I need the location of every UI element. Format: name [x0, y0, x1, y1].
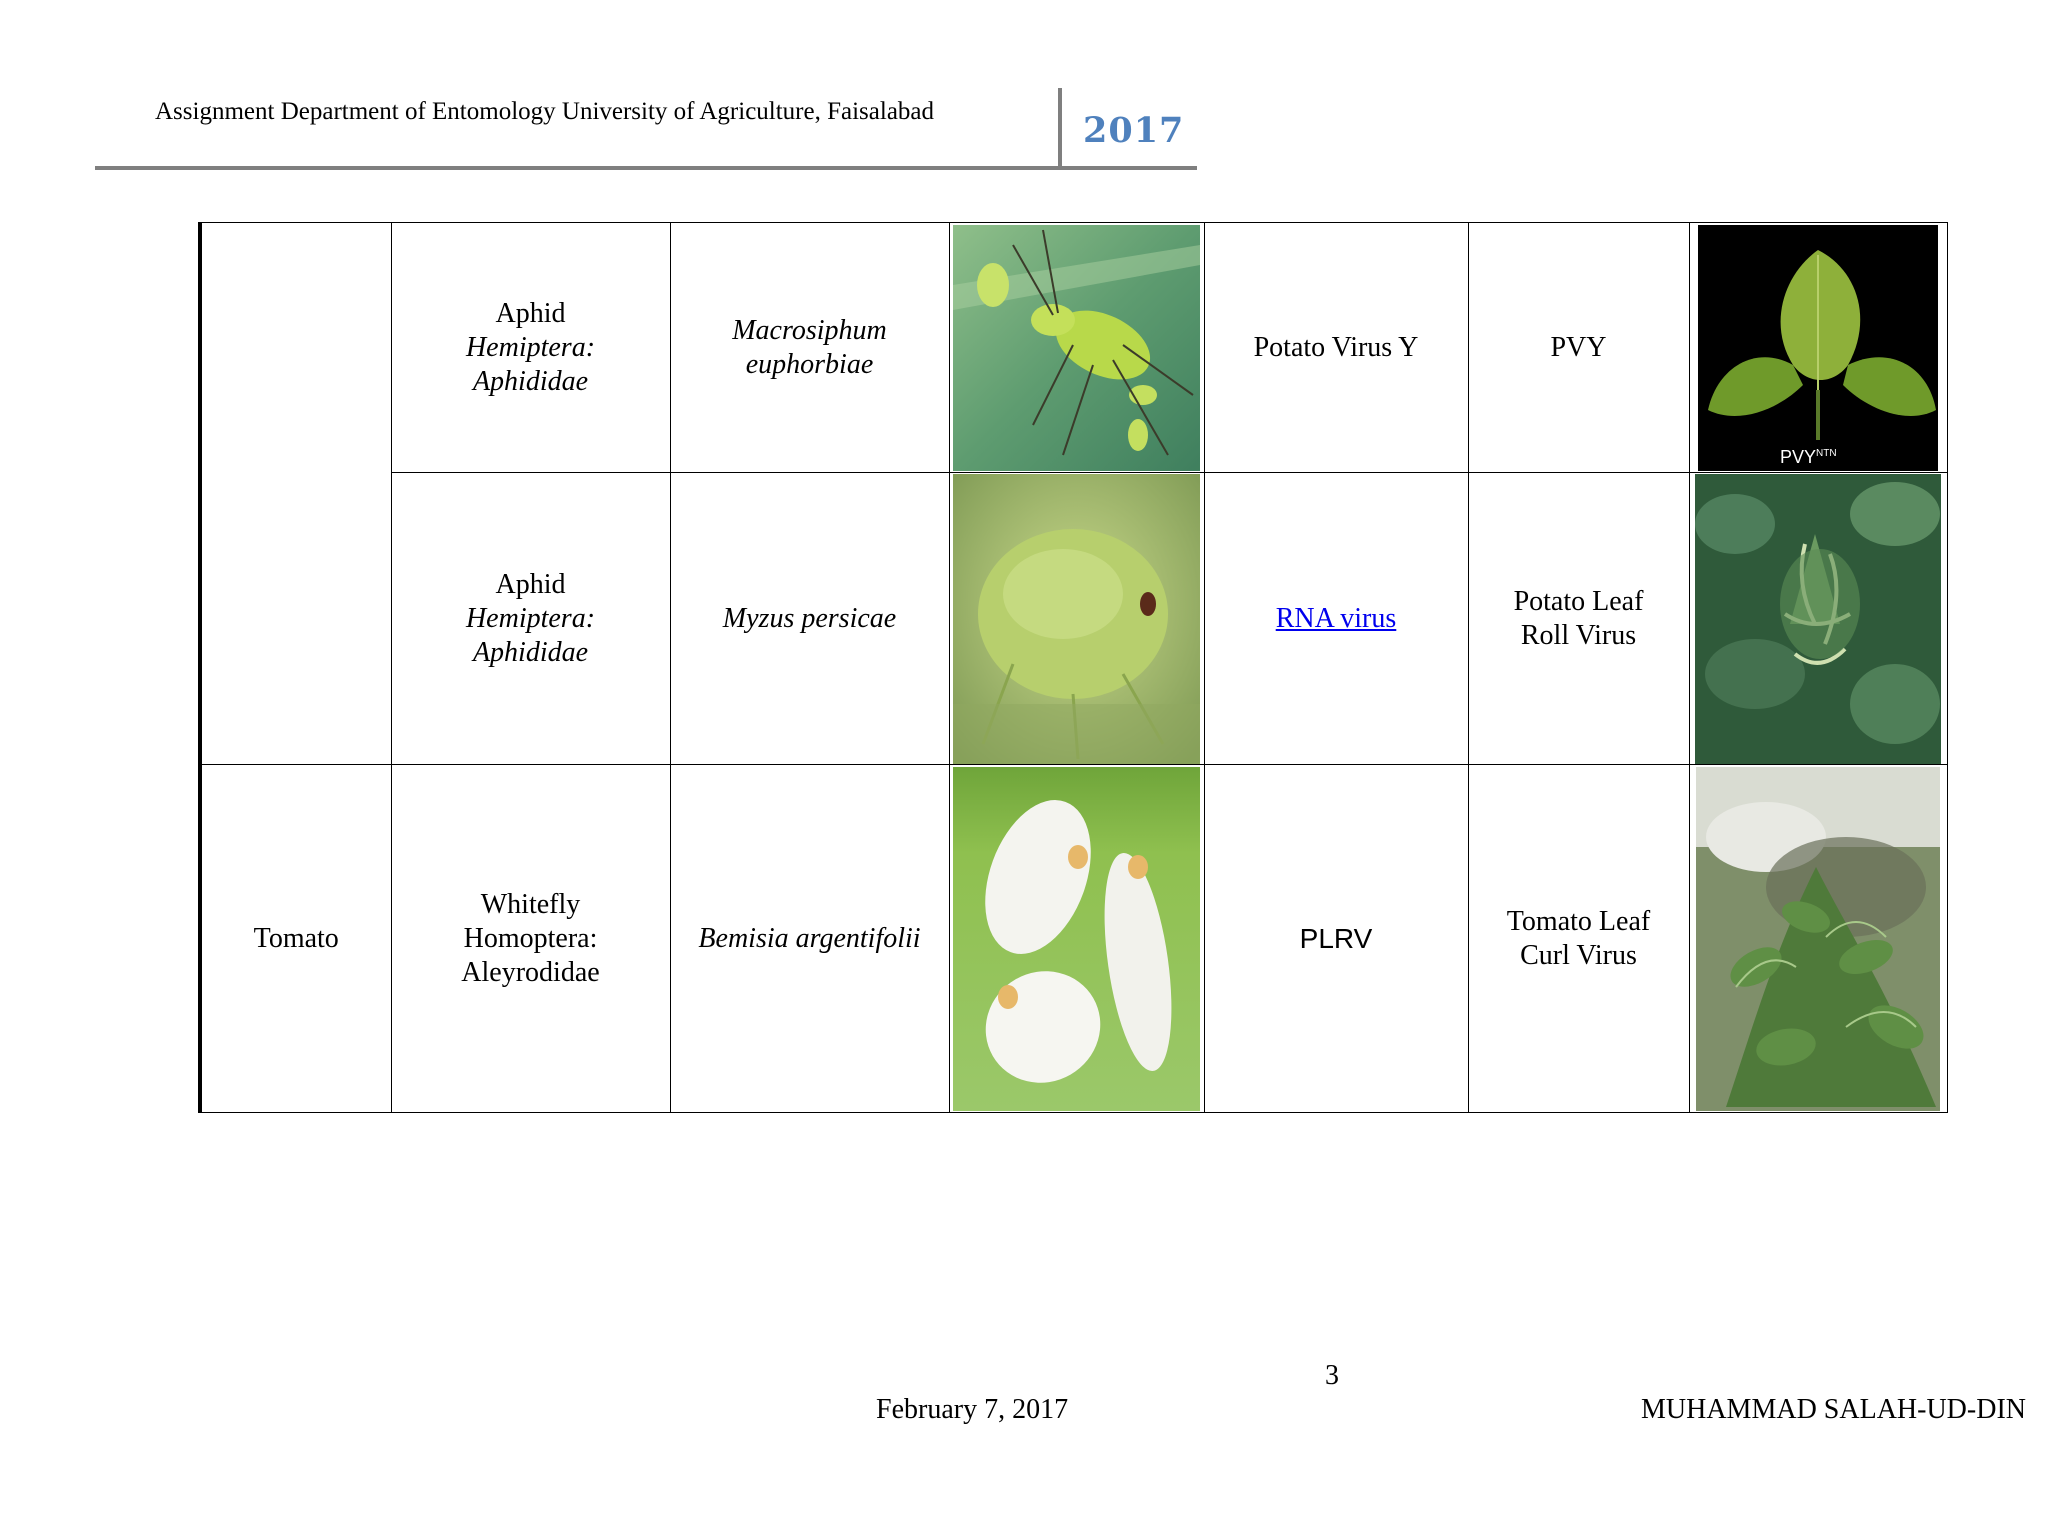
table-row [200, 473, 1947, 765]
potato-leaf-roll-photo [1695, 474, 1941, 764]
footer-author: MUHAMMAD SALAH-UD-DIN [1641, 1394, 2026, 1425]
disease-name-cell [1468, 473, 1689, 765]
header-divider [1058, 88, 1062, 166]
virus-name-cell[interactable] [1204, 473, 1468, 765]
green-aphid-photo [953, 225, 1200, 471]
pest-order: Homoptera: [463, 922, 598, 954]
green-peach-aphid-photo [953, 474, 1200, 764]
page-header [95, 88, 1197, 170]
header-title: Assignment Department of Entomology University of Agriculture, Faisalabad [155, 98, 935, 125]
pvy-potato-leaf-photo [1698, 225, 1938, 471]
rna-virus-link[interactable]: RNA virus [1275, 602, 1397, 634]
plant-photo-caption: $PVY^{NTN}$ [1780, 446, 1837, 467]
crop-cell [200, 223, 391, 765]
pest-family: Aphididae [472, 636, 589, 668]
pest-family: Aleyrodidae [461, 956, 600, 988]
pest-cell [391, 223, 670, 473]
pest-order: Hemiptera: [465, 331, 596, 363]
tomato-leaf-curl-photo [1696, 767, 1940, 1111]
insect-photo-cell [949, 765, 1204, 1113]
pest-common-name: Aphid [495, 568, 566, 600]
scientific-name-line1: Bemisia argentifolii [698, 922, 921, 954]
scientific-name-cell [670, 473, 949, 765]
disease-name-line1: Potato Leaf [1513, 585, 1644, 617]
pest-common-name: Aphid [495, 297, 566, 329]
table-row [200, 223, 1947, 473]
pest-family: Aphididae [472, 365, 589, 397]
pest-common-name: Whitefly [480, 888, 581, 920]
pest-order: Hemiptera: [465, 602, 596, 634]
pest-virus-table [198, 222, 1948, 1113]
scientific-name-cell [670, 223, 949, 473]
disease-name-line1: Tomato Leaf [1506, 905, 1651, 937]
crop-cell: Tomato [200, 765, 391, 1113]
whitefly-photo [953, 767, 1200, 1111]
scientific-name-line1: Macrosiphum [732, 314, 887, 346]
table-row [200, 765, 1947, 1113]
pest-cell [391, 765, 670, 1113]
disease-name-line1: PVY [1550, 331, 1607, 363]
insect-photo-cell [949, 473, 1204, 765]
plant-photo-cell [1689, 473, 1947, 765]
insect-photo-cell [949, 223, 1204, 473]
plant-photo-cell [1689, 765, 1947, 1113]
virus-name-cell: PLRV [1204, 765, 1468, 1113]
pest-cell [391, 473, 670, 765]
header-year: 2017 [1083, 110, 1185, 151]
header-rule [95, 166, 1197, 170]
footer-date: February 7, 2017 [876, 1394, 1069, 1425]
scientific-name-line1: Myzus persicae [722, 602, 897, 634]
page-number: 3 [1325, 1360, 1339, 1391]
plant-photo-cell [1689, 223, 1947, 473]
disease-name-cell [1468, 765, 1689, 1113]
virus-name-cell: Potato Virus Y [1204, 223, 1468, 473]
disease-name-line2: Roll Virus [1520, 619, 1637, 651]
scientific-name-cell [670, 765, 949, 1113]
scientific-name-line2: euphorbiae [745, 348, 874, 380]
disease-name-line2: Curl Virus [1520, 939, 1637, 971]
disease-name-cell [1468, 223, 1689, 473]
